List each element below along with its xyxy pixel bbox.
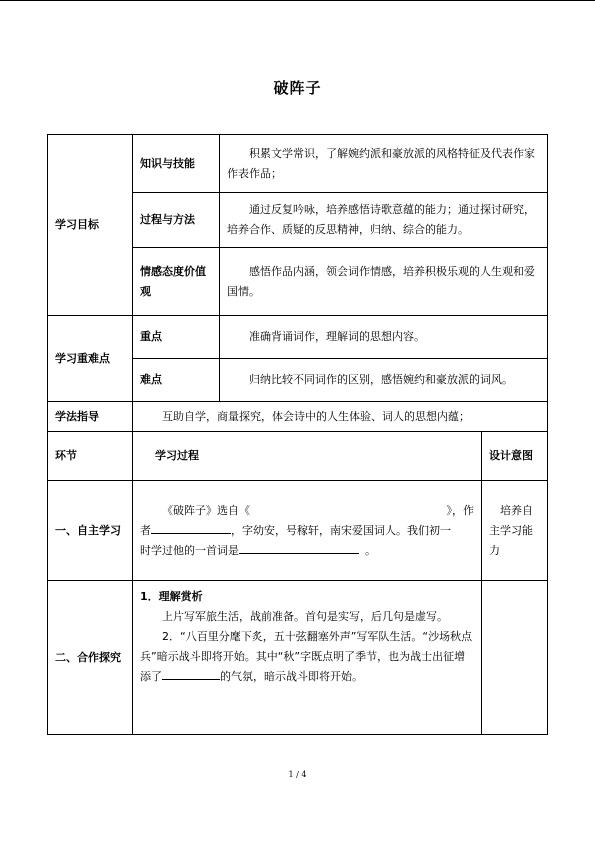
focus-text-difficult: 归纳比较不同词作的区别，感悟婉约和豪放派的词风。 — [220, 359, 548, 402]
page-title: 破阵子 — [273, 79, 322, 97]
table-row — [48, 581, 548, 735]
goal-label-knowledge: 知识与技能 — [133, 135, 220, 193]
stage2-design — [482, 581, 548, 735]
stage1-text-3: 者 — [140, 523, 151, 537]
table-row — [48, 432, 548, 481]
author-blank[interactable] — [151, 522, 231, 534]
header-process: 学习过程 — [133, 432, 482, 481]
stage1-text-2: 》，作 — [446, 503, 474, 517]
stage2-label: 二、合作探究 — [48, 581, 133, 735]
stage1-text-6: 。 — [365, 543, 376, 557]
goal-label-process: 过程与方法 — [133, 193, 220, 248]
goal-text-knowledge: 积累文学常识，了解婉约派和豪放派的风格特征及代表作家作表作品； — [220, 135, 548, 193]
method-text: 互助自学，商量探究，体会诗中的人生体验、词人的思想内蕴； — [133, 402, 548, 432]
stage1-label: 一、自主学习 — [48, 481, 133, 581]
goal-text-process: 通过反复吟咏，培养感悟诗歌意蕴的能力；通过探讨研究，培养合作、质疑的反思精神，归纳、综合的能力。 — [220, 193, 548, 248]
table-row — [48, 481, 548, 581]
stage2-heading: 1．理解赏析 — [140, 590, 203, 603]
stage2-content — [133, 581, 482, 735]
table-row — [48, 135, 548, 193]
stage1-content — [133, 481, 482, 581]
poem-blank[interactable] — [239, 542, 359, 554]
top-border-line — [0, 0, 595, 1]
stage1-line-1 — [140, 501, 474, 521]
goal-text-emotion: 感悟作品内涵，领会词作情感，培养积极乐观的人生观和爱国情。 — [220, 248, 548, 316]
stage2-text-2a: 2．“八百里分麾下炙，五十弦翻塞外声”写军队生活。“沙场秋点兵”暗示战斗即将开始。其中“秋”字既点明了季节，也为战士出征增添了 — [140, 630, 473, 683]
stage1-design-text: 培养自主学习能力 — [489, 503, 533, 557]
stage1-design — [482, 481, 548, 581]
focus-text-key: 准确背诵词作，理解词的思想内容。 — [220, 316, 548, 359]
stage1-line-2 — [140, 521, 474, 541]
goals-label: 学习目标 — [48, 135, 133, 316]
stage1-text-4: ，字幼安，号稼轩，南宋爱国词人。我们初一 — [231, 523, 451, 537]
stage2-text-2b: 的气氛，暗示战斗即将开始。 — [220, 670, 363, 683]
method-label: 学法指导 — [48, 402, 133, 432]
atmosphere-blank[interactable] — [162, 668, 220, 680]
lesson-plan-table — [47, 134, 548, 735]
table-row — [48, 402, 548, 432]
goal-label-emotion: 情感态度价值观 — [133, 248, 220, 316]
focus-label-difficult: 难点 — [133, 359, 220, 402]
header-stage: 环节 — [48, 432, 133, 481]
focus-label-key: 重点 — [133, 316, 220, 359]
stage1-line-3 — [140, 541, 474, 561]
page-number: 1 / 4 — [288, 770, 307, 779]
stage2-paragraph-1: 上片写军旅生活，战前准备。首句是实写，后几句是虚写。 — [162, 610, 448, 623]
stage1-text-1: 《破阵子》选自《 — [162, 503, 250, 517]
header-design: 设计意图 — [482, 432, 548, 481]
focus-label: 学习重难点 — [48, 316, 133, 402]
table-row — [48, 316, 548, 359]
stage2-paragraph-2 — [140, 627, 474, 687]
stage1-text-5: 时学过他的一首词是 — [140, 543, 239, 557]
